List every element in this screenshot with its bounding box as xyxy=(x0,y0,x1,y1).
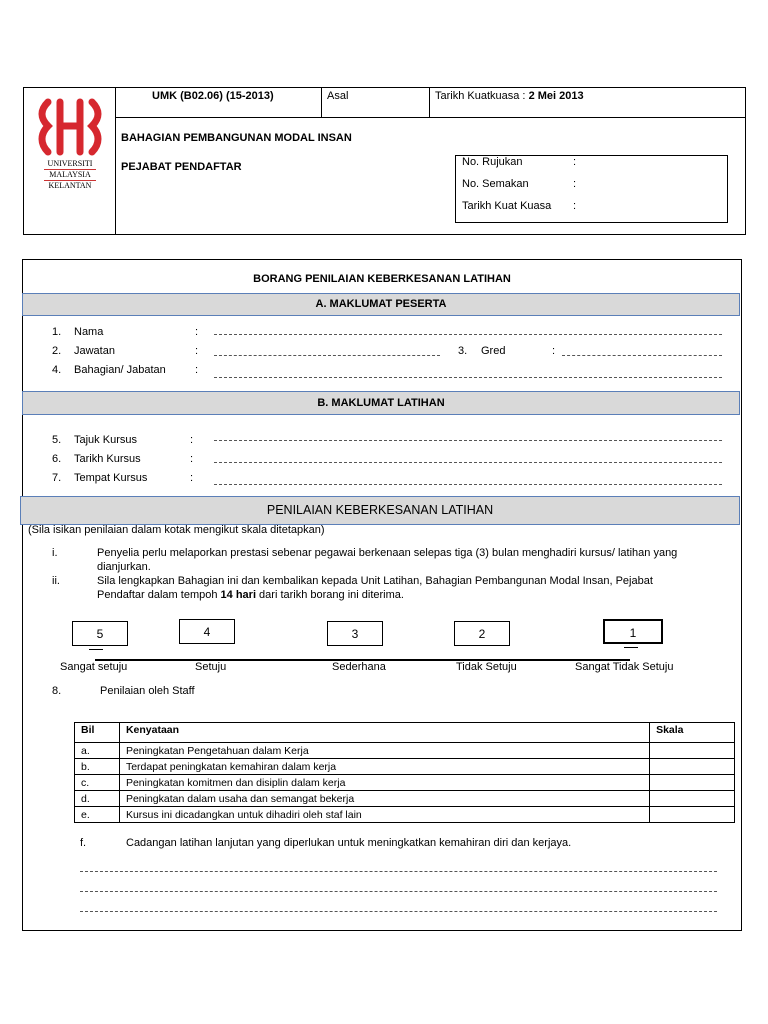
field-num: 3. xyxy=(458,345,468,357)
section-c-header: PENILAIAN KEBERKESANAN LATIHAN xyxy=(20,496,740,525)
instruction-text: Sila lengkapkan Bahagian ini dan kembalikan kepada Unit Latihan, Bahagian Pembangunan Modal Insan, Pejabat xyxy=(97,575,653,587)
instruction-note: (Sila isikan penilaian dalam kotak mengikut skala ditetapkan) xyxy=(28,524,325,536)
row-bil: a. xyxy=(75,743,120,759)
effective-date xyxy=(435,90,584,102)
ref-no-sep: : xyxy=(573,156,577,168)
scale-box-3: 3 xyxy=(327,621,383,646)
department-label: Bahagian/ Jabatan xyxy=(74,364,166,376)
scale-label: Setuju xyxy=(195,661,227,673)
header-divider xyxy=(429,88,430,117)
revision-no-sep: : xyxy=(573,178,577,190)
scale-tick xyxy=(89,649,103,650)
header-divider xyxy=(115,88,116,234)
column-header-scale: Skala xyxy=(650,723,735,743)
row-bil: c. xyxy=(75,775,120,791)
logo-text-3: KELANTAN xyxy=(48,181,92,190)
scale-label: Sangat Tidak Setuju xyxy=(575,661,674,673)
field-num: 2. xyxy=(52,345,62,357)
staff-evaluation-label: Penilaian oleh Staff xyxy=(100,685,195,697)
row-bil: d. xyxy=(75,791,120,807)
scale-tick xyxy=(624,647,638,648)
instruction-text-part: Pendaftar dalam tempoh xyxy=(97,589,221,601)
section-a-header: A. MAKLUMAT PESERTA xyxy=(22,293,740,316)
scale-label: Sederhana xyxy=(332,661,386,673)
scale-box-1: 1 xyxy=(603,619,663,644)
table-row xyxy=(75,807,735,823)
column-header-bil: Bil xyxy=(75,723,120,743)
field-sep: : xyxy=(190,472,194,484)
instruction-text: dianjurkan. xyxy=(97,561,151,573)
section-b-header: B. MAKLUMAT LATIHAN xyxy=(22,391,740,415)
effective-date-ref-label: Tarikh Kuat Kuasa xyxy=(462,200,552,212)
logo-text-1: UNIVERSITI xyxy=(47,159,93,168)
column-header-statement: Kenyataan xyxy=(119,723,649,743)
position-field[interactable] xyxy=(214,355,440,356)
scale-box-4: 4 xyxy=(179,619,235,644)
logo-text-2: MALAYSIA xyxy=(49,170,91,179)
table-row xyxy=(75,759,735,775)
form-title: BORANG PENILAIAN KEBERKESANAN LATIHAN xyxy=(253,273,511,285)
header-divider xyxy=(115,117,745,118)
field-sep: : xyxy=(190,453,194,465)
effective-date-ref-sep: : xyxy=(573,200,577,212)
field-sep: : xyxy=(195,326,199,338)
table-row xyxy=(75,743,735,759)
field-num: 4. xyxy=(52,364,62,376)
course-title-label: Tajuk Kursus xyxy=(74,434,137,446)
suggestion-line-1[interactable] xyxy=(80,871,717,872)
row-bil: e. xyxy=(75,807,120,823)
row-scale-input[interactable] xyxy=(650,791,735,807)
umk-logo-icon xyxy=(34,96,106,158)
effective-date-label: Tarikh Kuatkuasa : xyxy=(435,90,529,102)
grade-field[interactable] xyxy=(562,355,722,356)
suggestion-line-2[interactable] xyxy=(80,891,717,892)
row-statement: Peningkatan Pengetahuan dalam Kerja xyxy=(119,743,649,759)
instruction-num: ii. xyxy=(52,575,60,587)
name-label: Nama xyxy=(74,326,104,338)
department-field[interactable] xyxy=(214,377,722,378)
item-num: f. xyxy=(80,837,87,849)
reference-box xyxy=(455,155,728,223)
scale-label: Sangat setuju xyxy=(60,661,128,673)
office-name: PEJABAT PENDAFTAR xyxy=(121,161,242,173)
header-divider xyxy=(321,88,322,117)
name-field[interactable] xyxy=(214,334,722,335)
scale-box-5: 5 xyxy=(72,621,128,646)
rating-table xyxy=(74,722,735,823)
field-num: 6. xyxy=(52,453,62,465)
item-num: 8. xyxy=(52,685,62,697)
course-title-field[interactable] xyxy=(214,440,722,441)
field-num: 1. xyxy=(52,326,62,338)
table-header-row xyxy=(75,723,735,743)
row-scale-input[interactable] xyxy=(650,743,735,759)
field-sep: : xyxy=(190,434,194,446)
suggestion-label: Cadangan latihan lanjutan yang diperlukan untuk meningkatkan kemahiran diri dan kerjaya. xyxy=(126,837,572,849)
university-logo xyxy=(34,96,106,206)
table-row xyxy=(75,791,735,807)
department-name: BAHAGIAN PEMBANGUNAN MODAL INSAN xyxy=(121,132,352,144)
scale-box-2: 2 xyxy=(454,621,510,646)
deadline-days: 14 hari xyxy=(220,589,256,601)
course-date-label: Tarikh Kursus xyxy=(74,453,141,465)
revision-no-label: No. Semakan xyxy=(462,178,529,190)
ref-no-label: No. Rujukan xyxy=(462,156,523,168)
course-venue-field[interactable] xyxy=(214,484,722,485)
grade-label: Gred xyxy=(481,345,506,357)
field-sep: : xyxy=(195,345,199,357)
effective-date-value: 2 Mei 2013 xyxy=(528,90,584,102)
position-label: Jawatan xyxy=(74,345,115,357)
row-scale-input[interactable] xyxy=(650,775,735,791)
table-row xyxy=(75,775,735,791)
field-num: 5. xyxy=(52,434,62,446)
row-scale-input[interactable] xyxy=(650,759,735,775)
field-sep: : xyxy=(552,345,556,357)
instruction-num: i. xyxy=(52,547,58,559)
row-statement: Terdapat peningkatan kemahiran dalam kerja xyxy=(119,759,649,775)
scale-label: Tidak Setuju xyxy=(456,661,517,673)
row-scale-input[interactable] xyxy=(650,807,735,823)
course-date-field[interactable] xyxy=(214,462,722,463)
course-venue-label: Tempat Kursus xyxy=(74,472,148,484)
instruction-text: Penyelia perlu melaporkan prestasi sebenar pegawai berkenaan selepas tiga (3) bulan menghadiri kursus/ latihan yang xyxy=(97,547,678,559)
field-num: 7. xyxy=(52,472,62,484)
instruction-text xyxy=(97,589,404,601)
row-statement: Kursus ini dicadangkan untuk dihadiri oleh staf lain xyxy=(119,807,649,823)
asal-label: Asal xyxy=(327,90,349,102)
instruction-text-part: dari tarikh borang ini diterima. xyxy=(256,589,404,601)
row-statement: Peningkatan dalam usaha dan semangat bekerja xyxy=(119,791,649,807)
row-statement: Peningkatan komitmen dan disiplin dalam kerja xyxy=(119,775,649,791)
document-code: UMK (B02.06) (15-2013) xyxy=(152,90,274,102)
row-bil: b. xyxy=(75,759,120,775)
field-sep: : xyxy=(195,364,199,376)
suggestion-line-3[interactable] xyxy=(80,911,717,912)
document-header xyxy=(23,87,746,235)
